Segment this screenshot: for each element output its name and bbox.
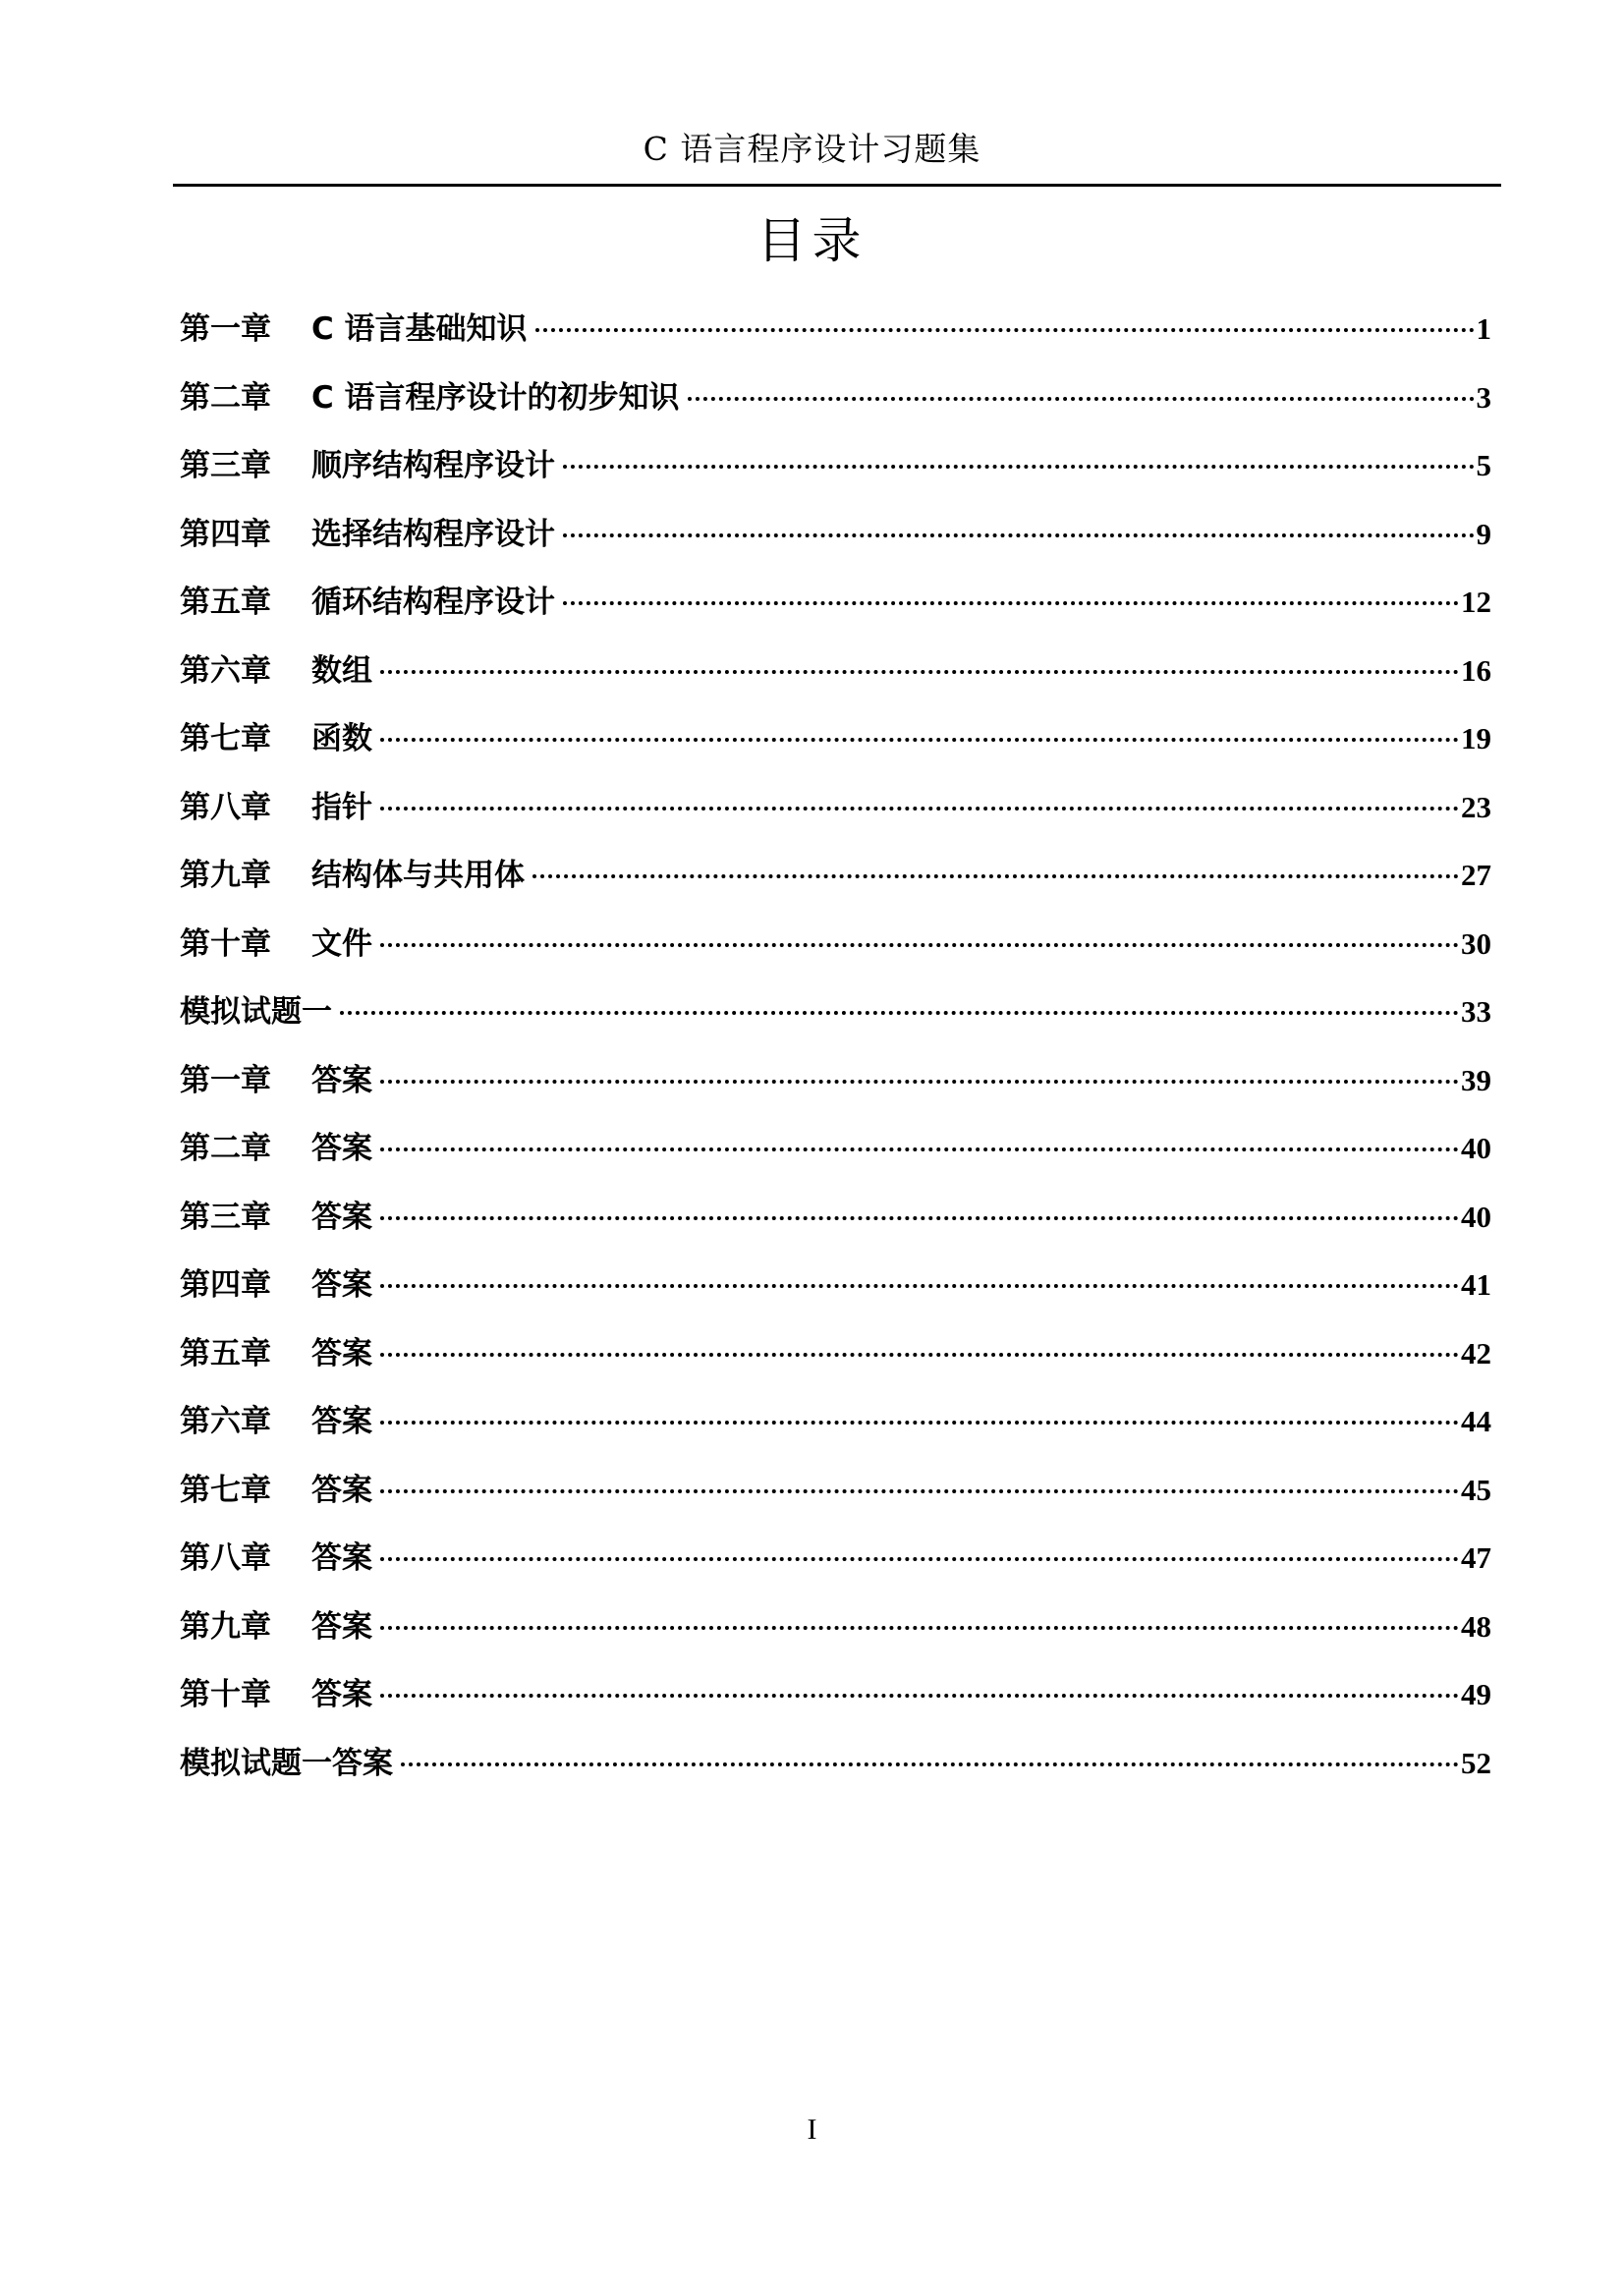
toc-entry[interactable]	[180, 443, 1491, 512]
toc-entry-page: 9	[1476, 516, 1491, 551]
dot-leader	[380, 738, 1459, 742]
toc-entry-page: 52	[1461, 1745, 1491, 1780]
toc-entry-page: 44	[1461, 1404, 1491, 1438]
toc-entry-chapter: 第二章	[180, 1131, 271, 1166]
toc-entry[interactable]	[180, 1126, 1491, 1195]
toc-entry-chapter: 第九章	[180, 858, 271, 893]
page-number: I	[807, 2113, 817, 2146]
toc-entry-page: 42	[1461, 1335, 1491, 1370]
toc-entry-title: 模拟试题一	[180, 994, 332, 1030]
dot-leader	[380, 670, 1459, 674]
toc-entry[interactable]	[180, 989, 1491, 1058]
toc-entry-page: 30	[1461, 925, 1491, 961]
toc-entry-chapter: 第二章	[180, 379, 271, 416]
toc-entry[interactable]	[180, 1604, 1491, 1673]
toc-entry-chapter: 第三章	[180, 1199, 271, 1235]
toc-entry[interactable]	[180, 922, 1491, 990]
dot-leader	[380, 1694, 1459, 1698]
toc-entry[interactable]	[180, 1536, 1491, 1604]
toc-entry-page: 27	[1461, 858, 1491, 892]
toc-entry-title: 答案	[311, 1404, 372, 1439]
toc-entry-page: 5	[1476, 448, 1491, 482]
table-of-contents	[180, 307, 1491, 1809]
dot-leader	[401, 1762, 1459, 1766]
toc-entry[interactable]	[180, 580, 1491, 648]
toc-entry-title: 文件	[311, 925, 372, 962]
toc-entry-title: 顺序结构程序设计	[311, 448, 555, 483]
toc-entry-title: 答案	[311, 1540, 372, 1576]
toc-entry-title: 答案	[311, 1131, 372, 1166]
toc-entry-chapter: 第四章	[180, 516, 271, 552]
dot-leader	[380, 1080, 1459, 1084]
toc-entry-title: 答案	[311, 1677, 372, 1712]
toc-entry-chapter: 第一章	[180, 311, 271, 347]
toc-entry-title: C 语言基础知识	[311, 311, 528, 347]
toc-entry[interactable]	[180, 1468, 1491, 1537]
dot-leader	[380, 1216, 1459, 1220]
toc-entry-chapter: 第七章	[180, 1472, 271, 1508]
toc-entry-chapter: 第五章	[180, 585, 271, 620]
toc-entry-title: 答案	[311, 1472, 372, 1508]
toc-entry-title: 循环结构程序设计	[311, 585, 555, 620]
dot-leader	[380, 1147, 1459, 1151]
toc-entry-page: 40	[1461, 1199, 1491, 1234]
toc-entry[interactable]	[180, 512, 1491, 581]
toc-entry-page: 33	[1461, 994, 1491, 1029]
dot-leader	[563, 601, 1459, 605]
toc-entry-title: 选择结构程序设计	[311, 516, 555, 552]
dot-leader	[380, 1489, 1459, 1493]
toc-entry[interactable]	[180, 1741, 1491, 1810]
toc-entry[interactable]	[180, 307, 1491, 375]
dot-leader	[563, 533, 1475, 537]
toc-entry-page: 45	[1461, 1472, 1491, 1507]
toc-entry-chapter: 第十章	[180, 1677, 271, 1712]
running-header: C 语言程序设计习题集	[643, 130, 981, 168]
toc-entry-page: 40	[1461, 1131, 1491, 1165]
toc-entry-title: 答案	[311, 1062, 372, 1098]
toc-entry-page: 3	[1476, 379, 1491, 415]
toc-entry-page: 23	[1461, 789, 1491, 824]
dot-leader	[563, 465, 1475, 469]
dot-leader	[380, 1284, 1459, 1288]
toc-entry-page: 47	[1461, 1540, 1491, 1575]
toc-entry-chapter: 第一章	[180, 1062, 271, 1098]
toc-entry[interactable]	[180, 1262, 1491, 1331]
toc-entry-chapter: 第四章	[180, 1267, 271, 1303]
toc-entry[interactable]	[180, 1331, 1491, 1400]
toc-entry-page: 41	[1461, 1267, 1491, 1302]
toc-entry[interactable]	[180, 716, 1491, 785]
toc-entry[interactable]	[180, 1399, 1491, 1468]
toc-entry-page: 1	[1476, 311, 1491, 346]
toc-entry-page: 16	[1461, 652, 1491, 688]
toc-entry-page: 39	[1461, 1062, 1491, 1097]
toc-entry[interactable]	[180, 1195, 1491, 1263]
toc-entry-chapter: 第三章	[180, 448, 271, 483]
toc-entry-page: 12	[1461, 585, 1491, 619]
toc-entry-title: 数组	[311, 652, 372, 689]
toc-entry-title: 函数	[311, 721, 372, 756]
toc-entry-chapter: 第六章	[180, 652, 271, 689]
toc-entry-page: 48	[1461, 1608, 1491, 1644]
dot-leader	[380, 1557, 1459, 1561]
toc-entry-title: 答案	[311, 1267, 372, 1303]
toc-entry-title: 指针	[311, 789, 372, 825]
dot-leader	[380, 1353, 1459, 1357]
dot-leader	[380, 1421, 1459, 1425]
toc-entry-chapter: 第六章	[180, 1404, 271, 1439]
toc-entry-title: 答案	[311, 1199, 372, 1235]
toc-entry-chapter: 第七章	[180, 721, 271, 756]
dot-leader	[532, 874, 1459, 878]
toc-entry-page: 19	[1461, 721, 1491, 755]
toc-entry[interactable]	[180, 785, 1491, 854]
toc-title: 目录	[756, 212, 868, 269]
dot-leader	[380, 943, 1459, 947]
toc-entry-chapter: 第八章	[180, 789, 271, 825]
header-rule	[173, 184, 1501, 187]
dot-leader	[380, 807, 1459, 811]
toc-entry[interactable]	[180, 1058, 1491, 1127]
toc-entry-chapter: 第八章	[180, 1540, 271, 1576]
toc-entry-title: 答案	[311, 1608, 372, 1645]
dot-leader	[380, 1626, 1459, 1630]
toc-entry-chapter: 第十章	[180, 925, 271, 962]
toc-entry[interactable]	[180, 853, 1491, 922]
dot-leader	[688, 397, 1475, 401]
toc-entry-page: 49	[1461, 1677, 1491, 1711]
toc-entry-title: C 语言程序设计的初步知识	[311, 379, 680, 416]
toc-entry-title: 答案	[311, 1335, 372, 1371]
toc-entry-chapter: 第九章	[180, 1608, 271, 1645]
toc-entry[interactable]	[180, 1672, 1491, 1741]
toc-entry-title: 模拟试题一答案	[180, 1745, 393, 1781]
toc-entry[interactable]	[180, 375, 1491, 444]
dot-leader	[340, 1011, 1459, 1015]
toc-entry[interactable]	[180, 648, 1491, 717]
toc-entry-chapter: 第五章	[180, 1335, 271, 1371]
dot-leader	[535, 328, 1475, 332]
toc-entry-title: 结构体与共用体	[311, 858, 525, 893]
